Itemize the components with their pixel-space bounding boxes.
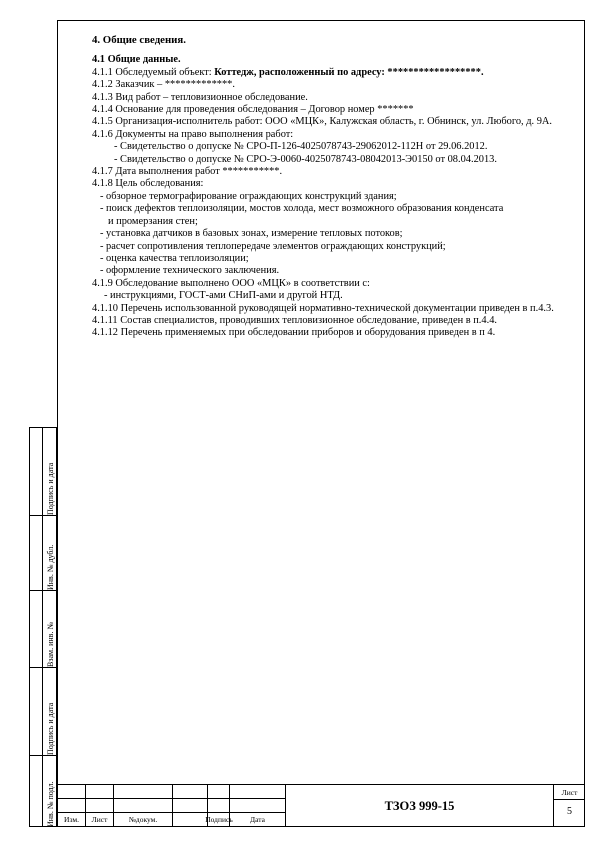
side-label-inv-podl: Инв. № подл. [46, 781, 55, 827]
item-4-1-1-object: Коттедж, расположенный по адресу: ******************. [214, 66, 484, 78]
stamp-col-list: Лист [91, 815, 108, 824]
item-4-1-1-prefix: 4.1.1 Обследуемый объект: [92, 66, 215, 78]
side-label-inv-dubl: Инв. № дубл. [46, 544, 55, 590]
goal-item: - оценка качества теплоизоляции; [100, 252, 249, 264]
side-label-signature-date-top: Подпись и дата [46, 462, 55, 515]
side-label-vzam-inv: Взам. инв. № [46, 621, 55, 667]
stamp-col-doc: №докум. [128, 815, 158, 824]
document-code: ТЗОЗ 999-15 [384, 799, 455, 813]
goal-item: - установка датчиков в базовых зонах, измерение тепловых потоков; [100, 228, 403, 240]
goal-item: - оформление технического заключения. [100, 265, 280, 277]
item-4-1-10: 4.1.10 Перечень использованной руководящей нормативно-технической документации приведен в п.4.3. [92, 302, 554, 314]
section-heading: 4. Общие сведения. [92, 34, 186, 46]
doc-item: - Свидетельство о допуске № СРО-Э-0060-4025078743-08042013-Э0150 от 08.04.2013. [114, 153, 497, 165]
title-block [57, 784, 585, 827]
item-4-1-2: 4.1.2 Заказчик – *************. [92, 79, 235, 91]
item-4-1-7: 4.1.7 Дата выполнения работ ***********. [92, 166, 283, 178]
doc-item: - Свидетельство о допуске № СРО-П-126-4025078743-29062012-112Н от 29.06.2012. [114, 141, 488, 153]
item-4-1-12: 4.1.12 Перечень применяемых при обследовании приборов и оборудования приведен в п 4. [92, 327, 496, 339]
stamp-hline [58, 812, 285, 813]
left-margin-stamp [29, 427, 57, 827]
sheet-label: Лист [561, 788, 578, 797]
stamp-hline [553, 799, 584, 800]
side-label-signature-date-bottom: Подпись и дата [46, 702, 55, 755]
item-4-1-9-sub: - инструкциями, ГОСТ-ами СНиП-ами и другой НТД. [104, 290, 343, 302]
goal-item: и промерзания стен; [108, 215, 198, 227]
stamp-col-date: Дата [250, 815, 265, 824]
stamp-vline [553, 785, 554, 826]
side-column-outer [29, 427, 43, 827]
goal-item: - обзорное термографирование ограждающих конструкций здания; [100, 190, 397, 202]
sheet-number: 5 [567, 806, 572, 817]
item-4-1-9: 4.1.9 Обследование выполнено ООО «МЦК» в соответствии с: [92, 277, 370, 289]
item-4-1-11: 4.1.11 Состав специалистов, проводивших тепловизионное обследование, приведен в п.4.4. [92, 314, 497, 326]
item-4-1-3: 4.1.3 Вид работ – тепловизионное обследование. [92, 91, 308, 103]
item-4-1-6: 4.1.6 Документы на право выполнения работ: [92, 128, 294, 140]
goal-item: - поиск дефектов теплоизоляции, мостов холода, мест возможного образования конденсата [100, 203, 504, 215]
goal-item: - расчет сопротивления теплопередаче элементов ограждающих конструкций; [100, 240, 446, 252]
document-body [92, 34, 574, 340]
stamp-col-izm: Изм. [64, 815, 79, 824]
stamp-vline [172, 785, 173, 826]
item-4-1-1 [92, 67, 574, 79]
item-4-1-4: 4.1.4 Основание для проведения обследования – Договор номер ******* [92, 104, 414, 116]
stamp-hline [58, 798, 285, 799]
subsection-heading: 4.1 Общие данные. [92, 54, 181, 66]
stamp-col-signature: Подпись [205, 815, 233, 824]
item-4-1-5: 4.1.5 Организация-исполнитель работ: ООО «МЦК», Калужская область, г. Обнинск, ул. Любого, д. 9А. [92, 116, 552, 128]
item-4-1-8: 4.1.8 Цель обследования: [92, 178, 204, 190]
